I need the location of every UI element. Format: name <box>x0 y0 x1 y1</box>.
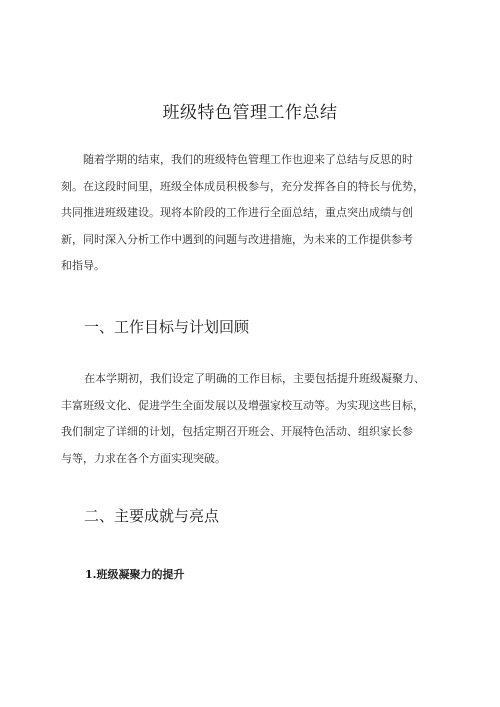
intro-line-2: 刻。在这段时间里，班级全体成员积极参与，充分发挥各自的特长与优势， <box>61 179 424 193</box>
section1-line-1: 在本学期初，我们设定了明确的工作目标，主要包括提升班级凝聚力、 <box>84 372 425 385</box>
section2-subheading: 1.班级凝聚力的提升 <box>85 568 185 581</box>
intro-paragraph <box>61 147 454 280</box>
document-title: 班级特色管理工作总结 <box>162 103 338 123</box>
section1-paragraph <box>61 366 454 472</box>
intro-line-5: 和指导。 <box>61 259 105 272</box>
intro-line-1: 随着学期的结束，我们的班级特色管理工作也迎来了总结与反思的时 <box>83 153 413 166</box>
section1-line-2: 丰富班级文化、促进学生全面发展以及增强家校互动等。为实现这些目标， <box>61 398 424 412</box>
section2-heading: 二、主要成就与亮点 <box>84 507 220 525</box>
intro-line-3: 共同推进班级建设。现将本阶段的工作进行全面总结，重点突出成绩与创 <box>61 206 413 219</box>
section1-heading: 一、工作目标与计划回顾 <box>84 318 250 336</box>
section1-line-3: 我们制定了详细的计划，包括定期召开班会、开展特色活动、组织家长参 <box>61 425 413 438</box>
intro-line-4: 新，同时深入分析工作中遇到的问题与改进措施，为未来的工作提供参考 <box>61 232 413 246</box>
section1-line-4: 与等，力求在各个方面实现突破。 <box>61 451 226 465</box>
